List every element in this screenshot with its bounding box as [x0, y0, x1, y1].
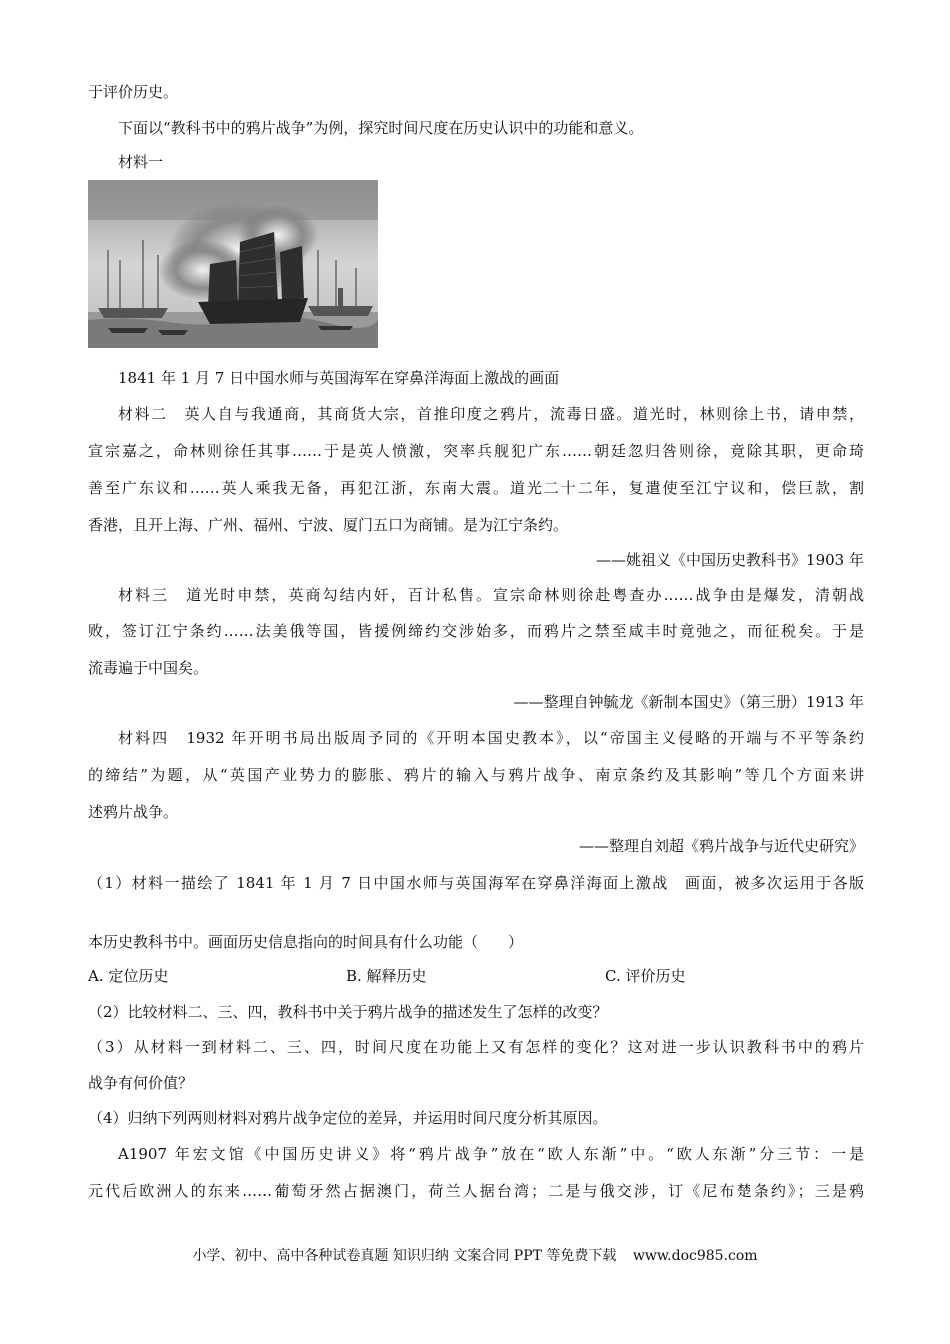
page-footer [0, 1246, 950, 1266]
material-2-line-1: 材料二 英人自与我通商，其商货大宗，首推印度之鸦片，流毒日盛。道光时，林则徐上书，请申禁， [118, 405, 864, 423]
material-4-source: ——整理自刘超《鸦片战争与近代史研究》 [578, 837, 864, 855]
material-3-line-3: 流毒遍于中国矣。 [88, 659, 209, 677]
material-4-line-1: 材料四 1932 年开明书局出版周予同的《开明本国史教本》，以“帝国主义侵略的开端与不平等条约 [118, 729, 864, 747]
footer-text: 小学、初中、高中各种试卷真题 知识归纳 文案合同 PPT 等免费下载 [192, 1248, 617, 1264]
footer-link[interactable]: www.doc985.com [632, 1248, 758, 1264]
intro-line-end: 于评价历史。 [88, 83, 179, 101]
question-3-line-2: 战争有何价值？ [88, 1074, 194, 1092]
material-3-source: ——整理自钟毓龙《新制本国史》（第三册）1913 年 [513, 693, 864, 711]
material-a-line-1: A1907 年宏文馆《中国历史讲义》将“鸦片战争”放在“欧人东渐”中。“欧人东渐”分三节：一是 [118, 1145, 864, 1163]
question-1-line-2: 本历史教科书中。画面历史信息指向的时间具有什么功能（ ） [88, 933, 524, 951]
material-4-line-2: 的缔结”为题，从“英国产业势力的膨胀、鸦片的输入与鸦片战争、南京条约及其影响”等几个方面来讲 [88, 766, 864, 784]
option-c[interactable]: C. 评价历史 [605, 967, 686, 985]
material-2-line-2: 宣宗嘉之，命林则徐任其事……于是英人愤激，突率兵舰犯广东……朝廷忽归咎则徐，竟除其职，更命琦 [88, 442, 864, 460]
intro-line: 下面以“教科书中的鸦片战争”为例，探究时间尺度在历史认识中的功能和意义。 [118, 119, 644, 137]
question-2: （2）比较材料二、三、四，教科书中关于鸦片战争的描述发生了怎样的改变？ [88, 1003, 608, 1021]
material-2-source: ——姚祖义《中国历史教科书》1903 年 [596, 551, 864, 569]
material-1-label: 材料一 [118, 153, 164, 171]
material-4-line-3: 述鸦片战争。 [88, 803, 179, 821]
option-a[interactable]: A. 定位历史 [88, 967, 169, 985]
illustration-caption: 1841 年 1 月 7 日中国水师与英国海军在穿鼻洋海面上激战的画面 [118, 369, 560, 387]
question-3-line-1: （3）从材料一到材料二、三、四，时间尺度在功能上又有怎样的变化？这对进一步认识教科书中的鸦片 [88, 1038, 864, 1056]
material-a-line-2: 元代后欧洲人的东来……葡萄牙然占据澳门，荷兰人据台湾；二是与俄交涉，订《尼布楚条约》；三是鸦 [88, 1182, 864, 1200]
naval-battle-illustration [88, 180, 378, 348]
material-3-line-2: 败，签订江宁条约……法美俄等国，皆援例缔约交涉始多，而鸦片之禁至咸丰时竟弛之，而征税矣。于是 [88, 622, 864, 640]
question-4: （4）归纳下列两则材料对鸦片战争定位的差异，并运用时间尺度分析其原因。 [88, 1109, 608, 1127]
option-b[interactable]: B. 解释历史 [346, 967, 427, 985]
material-2-line-3: 善至广东议和……英人乘我无备，再犯江浙，东南大震。道光二十二年，复遣使至江宁议和，偿巨款，割 [88, 479, 864, 497]
material-2-line-4: 香港，且开上海、广州、福州、宁波、厦门五口为商铺。是为江宁条约。 [88, 516, 569, 534]
material-3-line-1: 材料三 道光时申禁，英商勾结内奸，百计私售。宣宗命林则徐赴粤查办……战争由是爆发，清朝战 [118, 586, 864, 604]
question-1-line-1: （1）材料一描绘了 1841 年 1 月 7 日中国水师与英国海军在穿鼻洋海面上激战 画面，被多次运用于各版 [88, 874, 864, 892]
